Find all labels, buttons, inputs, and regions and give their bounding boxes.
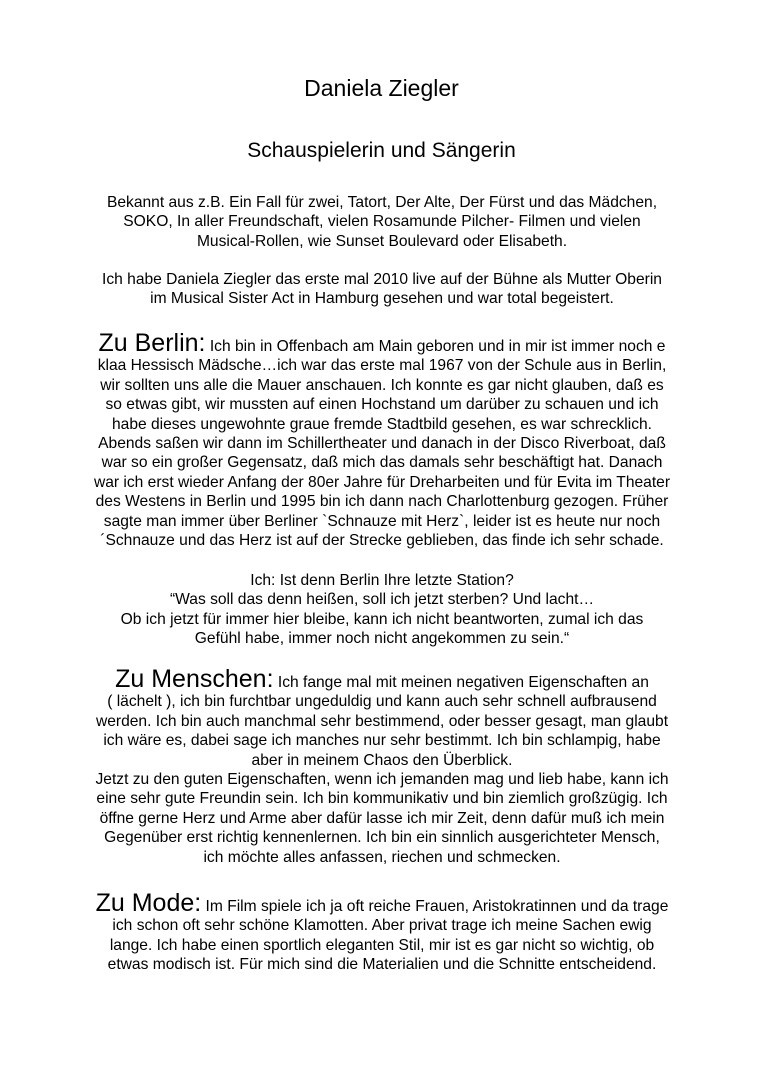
text-line: ( lächelt ), ich bin furchtbar ungeduldig und kann auch sehr schnell aufbrausend [107,693,657,711]
text-line: ich möchte alles anfassen, riechen und schmecken. [203,848,561,866]
text-line: habe dieses ungewohnte graue fremde Stadtbild gesehen, es war schrecklich. [111,415,653,433]
section-first-line [56,666,708,692]
text-line: Jetzt zu den guten Eigenschaften, wenn ich jemanden mag und lieb habe, kann ich [95,771,669,789]
text-line: aber in meinem Chaos den Überblick. [251,751,513,769]
text-line: war ich erst wieder Anfang der 80er Jahre für Dreharbeiten und für Evita im Theater [93,473,671,491]
text-line: lange. Ich habe einen sportlich eleganten Stil, mir ist es gar nicht so wichtig, ob [109,936,655,954]
section-heading-mode: Zu Mode: [95,889,202,917]
text-line: Im Film spiele ich ja oft reiche Frauen, Aristokratinnen und da trage [201,898,669,915]
text-line: Gegenüber erst richtig kennenlernen. Ich bin ein sinnlich ausgerichteter Mensch, [104,829,660,847]
text-line: klaa Hessisch Mädsche…ich war das erste mal 1967 von der Schule aus in Berlin, [97,357,667,375]
section-berlin [58,330,706,550]
section-first-line [58,330,706,356]
page-subtitle: Schauspielerin und Sängerin [247,139,516,162]
text-line: etwas modisch ist. Für mich sind die Materialien und die Schnitte entscheidend. [107,956,657,974]
page-title: Daniela Ziegler [304,75,459,101]
text-line: sagte man immer über Berliner `Schnauze mit Herz`, leider ist es heute nur noch [103,512,661,530]
text-line: ich wäre es, dabei sage ich manches nur sehr bestimmt. Ich bin schlampig, habe [103,732,661,750]
text-line: ´Schnauze und das Herz ist auf der Strecke geblieben, das finde ich sehr schade. [100,532,664,550]
text-line: war so ein großer Gegensatz, daß mich das damals sehr beschäftigt hat. Danach [101,454,663,472]
text-line: Ich: Ist denn Berlin Ihre letzte Station? [250,572,514,589]
text-line: Ob ich jetzt für immer hier bleibe, kann ich nicht beantworten, zumal ich das [120,610,644,628]
text-line: Bekannt aus z.B. Ein Fall für zwei, Tatort, Der Alte, Der Fürst und das Mädchen, [106,194,658,211]
text-line: öffne gerne Herz und Arme aber dafür lasse ich mir Zeit, denn dafür muß ich mein [99,809,665,827]
text-line: wir sollten uns alle die Mauer anschauen. Ich konnte es gar nicht glauben, daß es [100,376,664,394]
text-line: werden. Ich bin auch manchmal sehr bestimmend, oder besser gesagt, man glaubt [95,712,669,730]
text-line: ich schon oft sehr schöne Klamotten. Aber privat trage ich meine Sachen ewig [112,917,652,935]
text-line: Gefühl habe, immer noch nicht angekommen zu sein.“ [194,630,570,648]
text-line: Abends saßen wir dann im Schillertheater und danach in der Disco Riverboat, daß [98,435,666,453]
text-line: Ich fange mal mit meinen negativen Eigenschaften an [273,674,649,691]
section-menschen [56,666,708,867]
section-first-line [58,890,706,916]
intro-known-for [62,193,702,251]
section-heading-berlin: Zu Berlin: [98,329,206,357]
text-line: SOKO, In aller Freundschaft, vielen Rosamunde Pilcher- Filmen und vielen [123,213,641,231]
text-line: “Was soll das denn heißen, soll ich jetzt sterben? Und lacht… [169,591,595,609]
text-line: so etwas gibt, wir mussten auf einen Hochstand um darüber zu schauen und ich [105,396,659,414]
section-mode [58,890,706,975]
section-interview [62,571,702,649]
text-line: eine sehr gute Freundin sein. Ich bin kommunikativ und bin ziemlich großzügig. Ich [96,790,668,808]
text-line: des Westens in Berlin und 1995 bin ich dann nach Charlottenburg gezogen. Früher [95,493,669,511]
text-line: Ich bin in Offenbach am Main geboren und in mir ist immer noch e [205,338,666,355]
text-line: Ich habe Daniela Ziegler das erste mal 2010 live auf der Bühne als Mutter Oberin [102,271,662,288]
intro-seen-live [62,270,702,309]
text-line: im Musical Sister Act in Hamburg gesehen und war total begeistert. [150,290,614,308]
section-heading-menschen: Zu Menschen: [115,665,274,693]
text-line: Musical-Rollen, wie Sunset Boulevard oder Elisabeth. [196,232,568,250]
